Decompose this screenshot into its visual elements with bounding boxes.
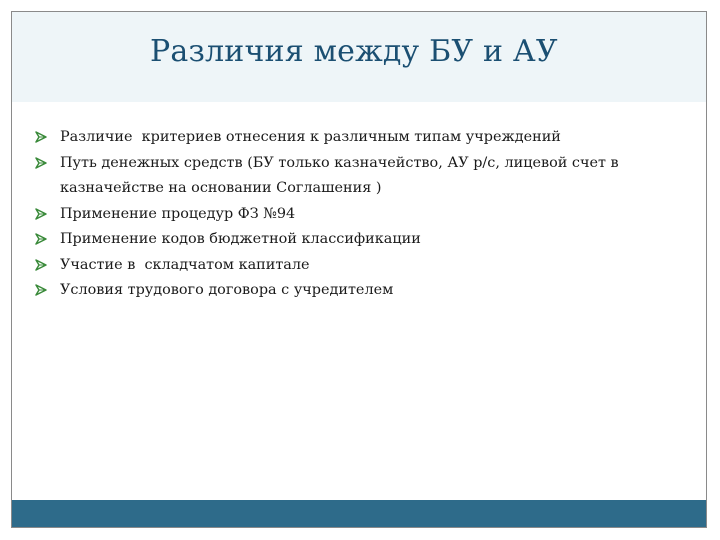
arrowhead-bullet-icon <box>34 207 48 221</box>
bullet-text: Условия трудового договора с учредителем <box>60 282 394 298</box>
slide-title: Различия между БУ и АУ <box>150 34 558 69</box>
bullet-item <box>34 253 694 279</box>
footer-bar <box>12 500 706 527</box>
bullet-text: Путь денежных средств (БУ только казначейство, АУ р/с, лицевой счет в казначействе на основании Соглашения ) <box>60 154 624 196</box>
bullet-list <box>34 125 694 304</box>
arrowhead-bullet-icon <box>34 156 48 170</box>
arrowhead-bullet-icon <box>34 130 48 144</box>
title-band <box>12 12 706 102</box>
arrowhead-bullet-icon <box>34 232 48 246</box>
bullet-item <box>34 202 694 228</box>
bullet-text: Применение кодов бюджетной классификации <box>60 231 421 247</box>
arrowhead-bullet-icon <box>34 258 48 272</box>
slide <box>11 11 707 528</box>
bullet-text: Участие в складчатом капитале <box>60 256 310 273</box>
bullet-item <box>34 125 694 151</box>
bullet-item <box>34 227 694 253</box>
bullet-text: Применение процедур ФЗ №94 <box>60 205 296 222</box>
bullet-text: Различие критериев отнесения к различным типам учреждений <box>60 129 561 145</box>
bullet-item <box>34 151 694 202</box>
arrowhead-bullet-icon <box>34 283 48 297</box>
bullet-item <box>34 278 694 304</box>
